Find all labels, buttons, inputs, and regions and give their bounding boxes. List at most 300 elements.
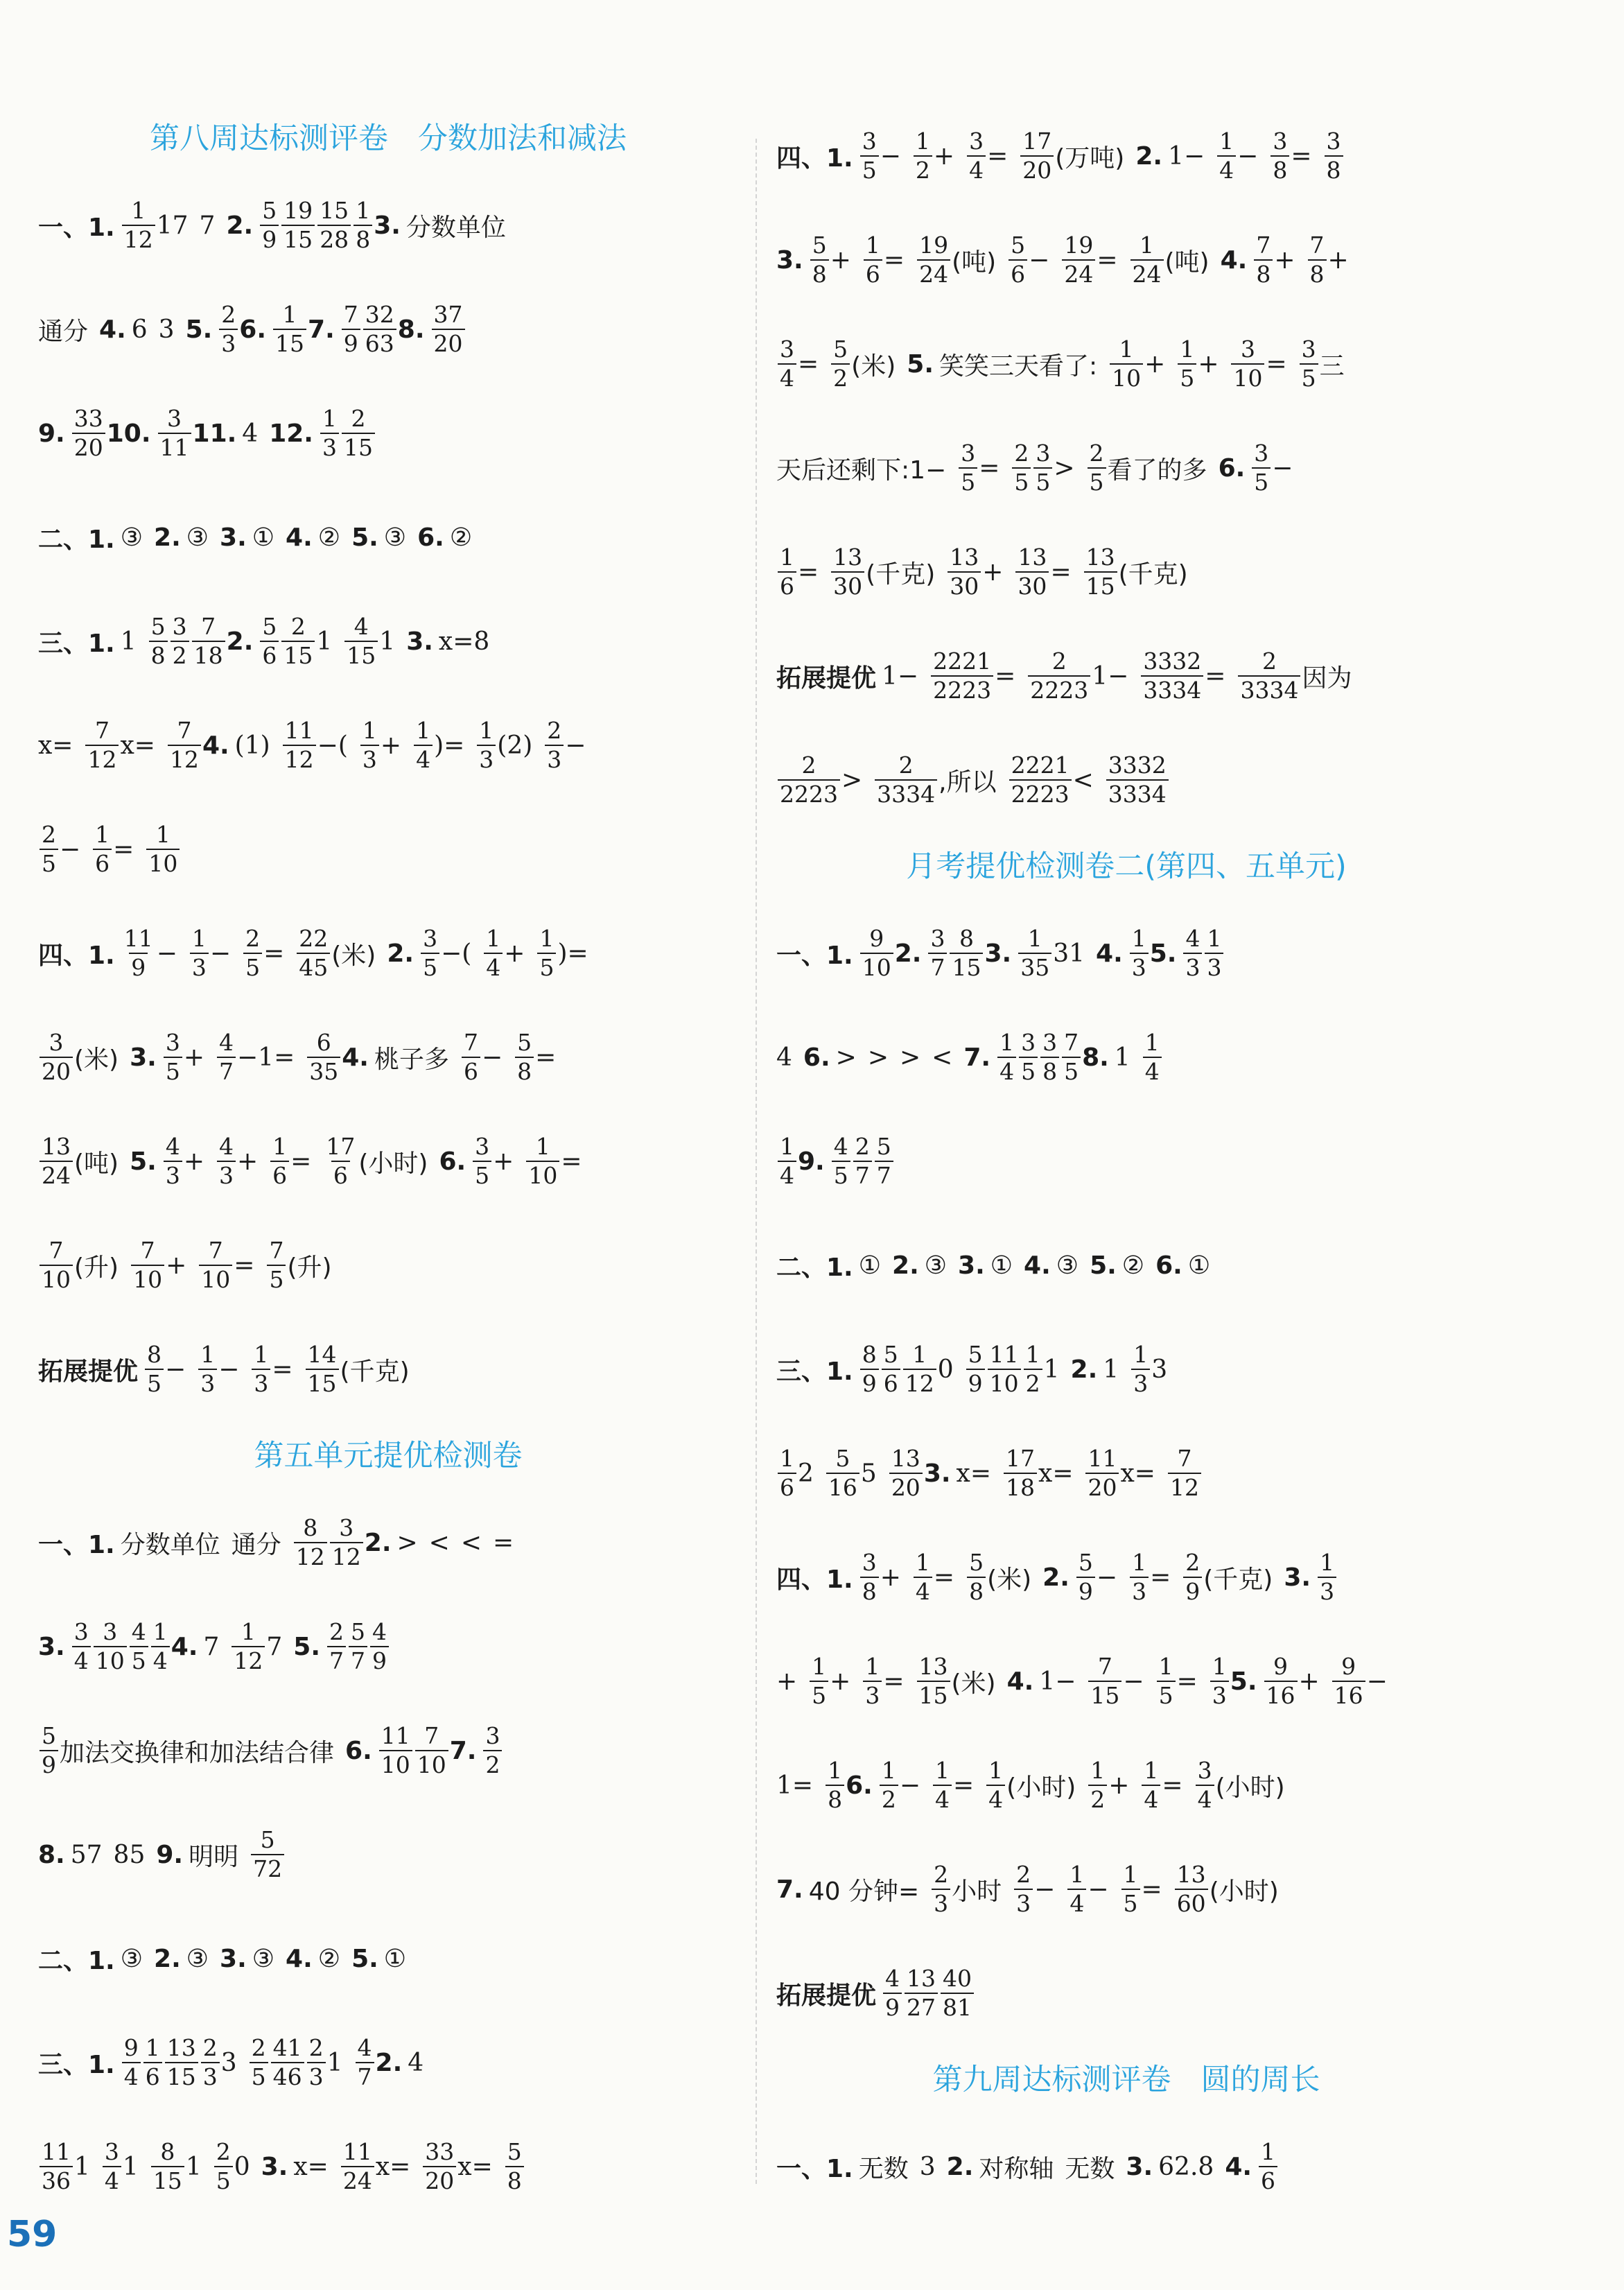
- numerator: 4: [165, 1133, 180, 1161]
- fraction: [267, 1238, 286, 1292]
- answer-line: [776, 1421, 1476, 1525]
- denominator: 35: [307, 1057, 340, 1084]
- numerator: 2: [898, 752, 914, 779]
- answer-value: 3: [919, 2152, 936, 2181]
- numerator: 5: [260, 1826, 275, 1854]
- numerator: 3: [1197, 1757, 1212, 1785]
- fraction: [232, 1620, 265, 1673]
- answer-line: [776, 728, 1476, 832]
- answer-line: [776, 208, 1476, 312]
- question-label: 6.: [239, 315, 267, 344]
- answer-value: +: [493, 1147, 514, 1176]
- answer-value: +: [237, 1147, 259, 1176]
- fraction: [810, 1654, 828, 1708]
- fraction: [370, 1620, 389, 1673]
- denominator: 9: [883, 1993, 902, 2020]
- denominator: 16: [826, 1473, 859, 1500]
- denominator: 35: [1018, 953, 1051, 980]
- fraction: [832, 1134, 850, 1188]
- answer-value: (2): [497, 731, 533, 760]
- fraction: [94, 1620, 127, 1673]
- question-label: 6.: [846, 1771, 873, 1800]
- denominator: 4: [967, 155, 986, 183]
- answer-line: [38, 693, 738, 797]
- question-label: 4.: [1220, 245, 1248, 275]
- fraction: [1217, 129, 1236, 182]
- denominator: 10: [146, 849, 180, 876]
- fraction: [1033, 441, 1052, 494]
- question-label: 8.: [1082, 1043, 1109, 1072]
- denominator: 3: [1205, 953, 1223, 980]
- denominator: 15: [165, 2062, 198, 2090]
- fraction: [164, 1030, 182, 1084]
- answer-text: 加法交换律和加法结合律: [60, 1738, 335, 1767]
- denominator: 6: [260, 641, 279, 668]
- question-label: 三、1.: [38, 2050, 115, 2079]
- denominator: 5: [473, 1161, 491, 1188]
- question-label: 3.: [261, 2152, 288, 2181]
- numerator: 3: [780, 336, 794, 363]
- fraction: [950, 926, 983, 980]
- question-label: 5.: [1149, 939, 1177, 968]
- answer-line: [38, 2115, 738, 2219]
- numerator: 9: [123, 2034, 139, 2062]
- numerator: 2: [801, 752, 817, 779]
- numerator: 1: [865, 232, 880, 259]
- answer-value: −: [209, 939, 232, 968]
- denominator: 4: [122, 2062, 141, 2090]
- numerator: 5: [833, 336, 848, 363]
- denominator: 12: [283, 745, 316, 772]
- answer-line: [776, 901, 1476, 1005]
- answer-line: [776, 520, 1476, 624]
- answer-text: 分数单位: [405, 213, 506, 242]
- answer-value: =: [995, 661, 1016, 691]
- numerator: 7: [49, 1237, 64, 1265]
- numerator: 1: [272, 1133, 288, 1161]
- numerator: 3: [1240, 336, 1255, 363]
- denominator: 3: [198, 1369, 217, 1396]
- denominator: 6: [864, 259, 882, 287]
- fraction: [1231, 337, 1264, 390]
- answer-value: =: [952, 1771, 975, 1800]
- denominator: 5: [214, 2166, 233, 2194]
- denominator: 7: [349, 1646, 367, 1674]
- denominator: 2: [1088, 1785, 1107, 1812]
- question-label: 2.: [154, 1944, 181, 1973]
- answer-text: 因为: [1302, 663, 1352, 693]
- denominator: 10: [40, 1265, 73, 1292]
- fraction: [122, 198, 155, 252]
- numerator: 3: [1042, 1029, 1058, 1057]
- numerator: 3: [862, 128, 877, 155]
- denominator: 11: [158, 433, 191, 460]
- fraction: [1015, 545, 1049, 598]
- numerator: 13: [833, 544, 863, 571]
- answer-text: 天后还剩下:1−: [776, 456, 947, 485]
- denominator: 5: [267, 1265, 286, 1292]
- answer-text: ,所以: [938, 767, 997, 797]
- denominator: 10: [988, 1369, 1021, 1396]
- answer-value: 1: [122, 2152, 139, 2181]
- fraction: [863, 1654, 882, 1708]
- fraction: [914, 1550, 932, 1604]
- numerator: 3: [1021, 1029, 1036, 1057]
- answer-line: [776, 1733, 1476, 1837]
- denominator: 3: [1130, 1577, 1149, 1604]
- fraction: [537, 926, 556, 980]
- answer-value: −: [1366, 1667, 1388, 1696]
- numerator: 33: [73, 405, 103, 433]
- numerator: 1: [479, 717, 494, 745]
- fraction: [341, 2140, 374, 2193]
- fraction: [146, 822, 180, 876]
- question-label: 7.: [449, 1736, 477, 1765]
- answer-value: 7: [199, 211, 216, 240]
- answer-value: <: [932, 1043, 953, 1072]
- denominator: 8: [967, 1577, 986, 1604]
- denominator: 15: [281, 641, 315, 668]
- fraction: [810, 233, 829, 286]
- denominator: 3: [477, 745, 496, 772]
- answer-line: [38, 381, 738, 485]
- answer-value: <: [460, 1528, 482, 1557]
- answer-text: 看了的多: [1107, 456, 1207, 485]
- fraction: [1130, 1550, 1149, 1604]
- answer-value: 7: [266, 1632, 283, 1661]
- answer-value: 3: [220, 2048, 237, 2077]
- numerator: 1: [1119, 336, 1134, 363]
- denominator: 3: [1183, 953, 1202, 980]
- denominator: 8: [810, 259, 829, 287]
- numerator: 5: [835, 1445, 850, 1473]
- fraction: [1254, 233, 1273, 286]
- fraction: [151, 2140, 184, 2193]
- answer-value: +: [1327, 245, 1349, 275]
- answer-value: ②: [1121, 1251, 1145, 1280]
- fraction: [931, 649, 993, 702]
- numerator: 7: [463, 1029, 478, 1057]
- numerator: 2: [855, 1133, 870, 1161]
- denominator: 5: [40, 849, 58, 876]
- numerator: 5: [42, 1722, 56, 1750]
- fraction: [778, 1446, 796, 1500]
- answer-line: [776, 416, 1476, 520]
- denominator: 15: [344, 641, 378, 668]
- numerator: 7: [1309, 232, 1325, 259]
- denominator: 24: [341, 2166, 374, 2194]
- numerator: 5: [968, 1341, 983, 1369]
- answer-text: 对称轴: [979, 2154, 1054, 2183]
- numerator: 3: [339, 1514, 354, 1542]
- fraction: [1318, 1550, 1336, 1604]
- answer-value: =: [1097, 245, 1118, 275]
- fraction: [505, 2140, 524, 2193]
- numerator: 11: [1088, 1445, 1117, 1473]
- fraction: [1300, 337, 1318, 390]
- answer-value: x=: [457, 2152, 493, 2181]
- denominator: 7: [875, 1161, 893, 1188]
- fraction: [967, 1550, 986, 1604]
- denominator: 12: [168, 745, 201, 772]
- denominator: 20: [1020, 155, 1054, 183]
- numerator: 5: [1011, 232, 1026, 259]
- denominator: 9: [1076, 1577, 1095, 1604]
- denominator: 10: [199, 1265, 232, 1292]
- denominator: 5: [1088, 467, 1106, 495]
- fraction: [1178, 337, 1196, 390]
- denominator: 3: [164, 1161, 182, 1188]
- fraction: [423, 2140, 456, 2193]
- denominator: 12: [330, 1542, 363, 1570]
- answer-value: =: [883, 1667, 905, 1696]
- denominator: 8: [860, 1577, 879, 1604]
- denominator: 8: [1271, 155, 1289, 183]
- fraction: [473, 1134, 491, 1188]
- answer-value: +: [880, 1563, 901, 1592]
- numerator: 1: [95, 821, 110, 849]
- denominator: 3: [1131, 1369, 1150, 1396]
- answer-value: 0: [937, 1355, 954, 1384]
- denominator: 8: [149, 641, 168, 668]
- fraction: [914, 129, 932, 182]
- denominator: 2223: [931, 675, 993, 703]
- fraction: [432, 302, 465, 356]
- fraction: [217, 1030, 236, 1084]
- denominator: 24: [1130, 259, 1164, 287]
- fraction: [778, 753, 840, 806]
- denominator: 9: [40, 1750, 58, 1778]
- question-label: 三、1.: [38, 629, 115, 658]
- numerator: 2: [329, 1618, 344, 1646]
- answer-value: 57: [70, 1840, 103, 1869]
- fraction: [860, 926, 893, 980]
- fraction: [988, 1342, 1021, 1396]
- numerator: 1: [1144, 1757, 1159, 1785]
- numerator: 2221: [933, 648, 992, 675]
- numerator: 4: [353, 613, 369, 641]
- numerator: 13: [1176, 1861, 1206, 1889]
- numerator: 32: [365, 301, 394, 329]
- fraction: [1264, 1654, 1298, 1708]
- fraction: [1018, 926, 1051, 980]
- answer-value: =: [933, 1563, 955, 1592]
- question-label: 2.: [894, 939, 922, 968]
- fraction: [214, 2140, 233, 2193]
- question-label: 6.: [1218, 453, 1246, 483]
- denominator: 15: [342, 433, 375, 460]
- denominator: 5: [145, 1369, 164, 1396]
- denominator: 8: [353, 225, 372, 252]
- question-label: 2.: [946, 2152, 974, 2181]
- answer-text: (小时): [1215, 1773, 1285, 1802]
- fraction: [515, 1030, 534, 1084]
- denominator: 5: [832, 1161, 850, 1188]
- numerator: 7: [208, 1237, 223, 1265]
- numerator: 11: [381, 1722, 410, 1750]
- fraction: [260, 198, 279, 252]
- numerator: 17: [1006, 1445, 1036, 1473]
- fraction: [327, 1620, 346, 1673]
- answer-line: [38, 1317, 738, 1421]
- answer-value: +: [504, 939, 525, 968]
- denominator: 2: [483, 1750, 502, 1778]
- fraction: [826, 1758, 844, 1812]
- question-label: 9.: [156, 1840, 184, 1869]
- fraction: [1012, 441, 1031, 494]
- denominator: 45: [297, 953, 330, 980]
- answer-value: 4: [408, 2048, 424, 2077]
- question-label: 5.: [1230, 1667, 1257, 1696]
- question-label: 6.: [1155, 1251, 1182, 1280]
- answer-line: [38, 485, 738, 589]
- question-label: 3.: [776, 245, 803, 275]
- answer-value: −: [899, 1771, 920, 1800]
- question-label: 二、1.: [776, 1253, 853, 1282]
- denominator: 9: [966, 1369, 985, 1396]
- numerator: 17: [1022, 128, 1052, 155]
- denominator: 10: [860, 953, 893, 980]
- numerator: 3: [1273, 128, 1288, 155]
- denominator: 20: [423, 2166, 456, 2194]
- denominator: 3334: [1238, 675, 1300, 703]
- answer-value: −: [60, 835, 81, 864]
- numerator: 2: [1185, 1549, 1200, 1577]
- question-label: 7.: [308, 315, 335, 344]
- answer-value: ③: [186, 523, 209, 552]
- numerator: 17: [326, 1133, 356, 1161]
- numerator: 1: [915, 128, 930, 155]
- fraction: [344, 614, 378, 668]
- answer-text: 40 分钟=: [808, 1877, 920, 1906]
- numerator: 1: [988, 1757, 1004, 1785]
- answer-value: −: [1029, 245, 1050, 275]
- answer-value: 1−: [1039, 1667, 1076, 1696]
- answer-value: −: [1237, 141, 1259, 171]
- denominator: 16: [1264, 1681, 1298, 1708]
- answer-line: [38, 1907, 738, 2011]
- numerator: 3: [485, 1722, 500, 1750]
- answer-text: (米): [951, 1669, 996, 1698]
- numerator: 14: [307, 1341, 337, 1369]
- fraction: [252, 1342, 270, 1396]
- fraction: [875, 753, 937, 806]
- denominator: 20: [1085, 1473, 1119, 1500]
- numerator: 7: [177, 717, 192, 745]
- fraction: [219, 302, 238, 356]
- answer-text: 桃子多: [374, 1045, 449, 1074]
- answer-value: ③: [252, 1944, 275, 1973]
- numerator: 3: [49, 1029, 64, 1057]
- fraction: [1143, 1030, 1162, 1084]
- question-label: 拓展提优: [776, 663, 877, 693]
- numerator: 3: [423, 925, 438, 953]
- answer-value: >: [867, 1043, 889, 1072]
- fraction: [1062, 1030, 1081, 1084]
- numerator: 1: [1219, 128, 1234, 155]
- question-label: 3.: [220, 523, 247, 552]
- fraction: [40, 1724, 58, 1777]
- denominator: 9: [342, 329, 360, 356]
- answer-value: 1=: [776, 1771, 814, 1800]
- answer-value: −: [880, 141, 901, 171]
- answer-value: +: [982, 557, 1004, 587]
- fraction: [1020, 129, 1054, 182]
- denominator: 5: [1062, 1057, 1081, 1084]
- question-label: 3.: [923, 1459, 951, 1488]
- fraction: [1332, 1654, 1365, 1708]
- numerator: 5: [812, 232, 827, 259]
- question-label: 一、1.: [38, 1530, 115, 1559]
- denominator: 30: [1015, 571, 1049, 599]
- numerator: 1: [535, 1133, 550, 1161]
- fraction: [363, 302, 396, 356]
- question-label: 5.: [293, 1632, 321, 1661]
- denominator: 20: [72, 433, 105, 460]
- answer-text: (吨): [74, 1149, 119, 1178]
- fraction: [260, 614, 279, 668]
- question-label: 4.: [171, 1632, 198, 1661]
- question-label: 6.: [345, 1736, 372, 1765]
- fraction: [997, 1030, 1016, 1084]
- answer-value: )=: [434, 731, 465, 760]
- numerator: 2: [351, 405, 366, 433]
- answer-value: <: [1072, 765, 1094, 795]
- denominator: 5: [1033, 467, 1052, 495]
- question-label: 7.: [776, 1875, 803, 1904]
- fraction: [307, 2036, 326, 2089]
- denominator: 5: [1157, 1681, 1176, 1708]
- denominator: 2: [880, 1785, 898, 1812]
- answer-line: [38, 1213, 738, 1317]
- answer-value: 7: [203, 1632, 220, 1661]
- denominator: 60: [1175, 1889, 1208, 1916]
- left-column: [38, 104, 738, 2219]
- numerator: 13: [1085, 544, 1115, 571]
- denominator: 10: [1110, 363, 1143, 391]
- answer-value: >: [1054, 453, 1075, 483]
- denominator: 3: [863, 1681, 882, 1708]
- denominator: 8: [1254, 259, 1273, 287]
- fraction: [1131, 1342, 1150, 1396]
- fraction: [1110, 337, 1143, 390]
- question-label: 3.: [406, 627, 433, 656]
- answer-text: (吨): [1164, 248, 1210, 277]
- numerator: 1: [486, 925, 501, 953]
- question-label: 二、1.: [38, 525, 115, 554]
- answer-line: [776, 1525, 1476, 1629]
- fraction: [545, 718, 564, 772]
- question-label: 二、1.: [38, 1946, 115, 1975]
- denominator: 15: [917, 1681, 950, 1708]
- fraction: [1084, 545, 1117, 598]
- fraction: [1024, 1342, 1042, 1396]
- denominator: 6: [882, 1369, 900, 1396]
- question-label: 5.: [351, 1944, 378, 1973]
- answer-text: 笑笑三天看了:: [939, 352, 1098, 381]
- question-label: 3.: [220, 1944, 247, 1973]
- question-label: 4.: [1024, 1251, 1051, 1280]
- fraction: [826, 1446, 859, 1500]
- fraction: [165, 2036, 198, 2089]
- fraction: [1183, 926, 1202, 980]
- fraction: [1019, 1030, 1038, 1084]
- numerator: 5: [150, 613, 166, 641]
- answer-line: [38, 1005, 738, 1109]
- numerator: 11: [342, 2138, 372, 2166]
- answer-text: (千克): [340, 1357, 410, 1386]
- answer-value: ③: [186, 1944, 209, 1973]
